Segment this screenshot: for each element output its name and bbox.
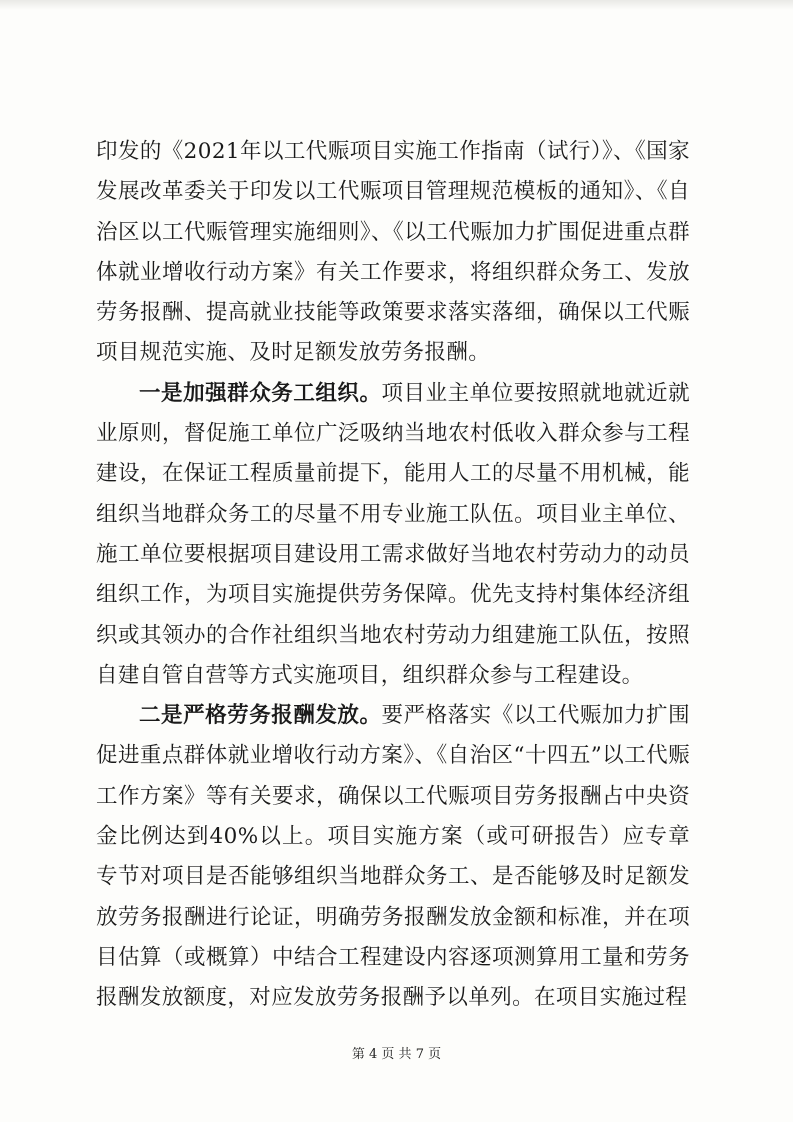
paragraph-heading: 二是严格劳务报酬发放。: [139, 703, 382, 729]
paragraph-heading: 一是加强群众务工组织。: [139, 380, 382, 406]
paragraph-organize-labor: [96, 374, 690, 696]
paragraph-text: 要严格落实《以工代赈加力扩围促进重点群体就业增收行动方案》、《自治区“十四五”以工代赈工作方案》等有关要求，确保以工代赈项目劳务报酬占中央资金比例达到40%以上。项目实施方案（或可研报告）应专章专节对项目是否能够组织当地群众务工、是否能够及时足额发放劳务报酬进行论证，明确劳务报酬发放金额和标准，并在项目估算（或概算）中结合工程建设内容逐项测算用工量和劳务报酬发放额度，对应发放劳务报酬予以单列。在项目实施过程: [96, 703, 690, 1011]
paragraph-labor-pay: [96, 696, 690, 1018]
paragraph-text: 项目业主单位要按照就地就近就业原则，督促施工单位广泛吸纳当地农村低收入群众参与工程建设，在保证工程质量前提下，能用人工的尽量不用机械，能组织当地群众务工的尽量不用专业施工队伍。项目业主单位、施工单位要根据项目建设用工需求做好当地农村劳动力的动员组织工作，为项目实施提供劳务保障。优先支持村集体经济组织或其领办的合作社组织当地农村劳动力组建施工队伍，按照自建自管自营等方式实施项目，组织群众参与工程建设。: [96, 380, 690, 688]
page-number: 第 4 页 共 7 页: [351, 1047, 442, 1062]
paragraph-intro: [96, 132, 690, 374]
paragraph-text: 印发的《2021年以工代赈项目实施工作指南（试行）》、《国家发展改革委关于印发以工代赈项目管理规范模板的通知》、《自治区以工代赈管理实施细则》、《以工代赈加力扩围促进重点群体就业增收行动方案》有关工作要求，将组织群众务工、发放劳务报酬、提高就业技能等政策要求落实落细，确保以工代赈项目规范实施、及时足额发放劳务报酬。: [96, 139, 690, 366]
scan-edge: [0, 0, 793, 10]
document-body: [96, 132, 690, 1019]
